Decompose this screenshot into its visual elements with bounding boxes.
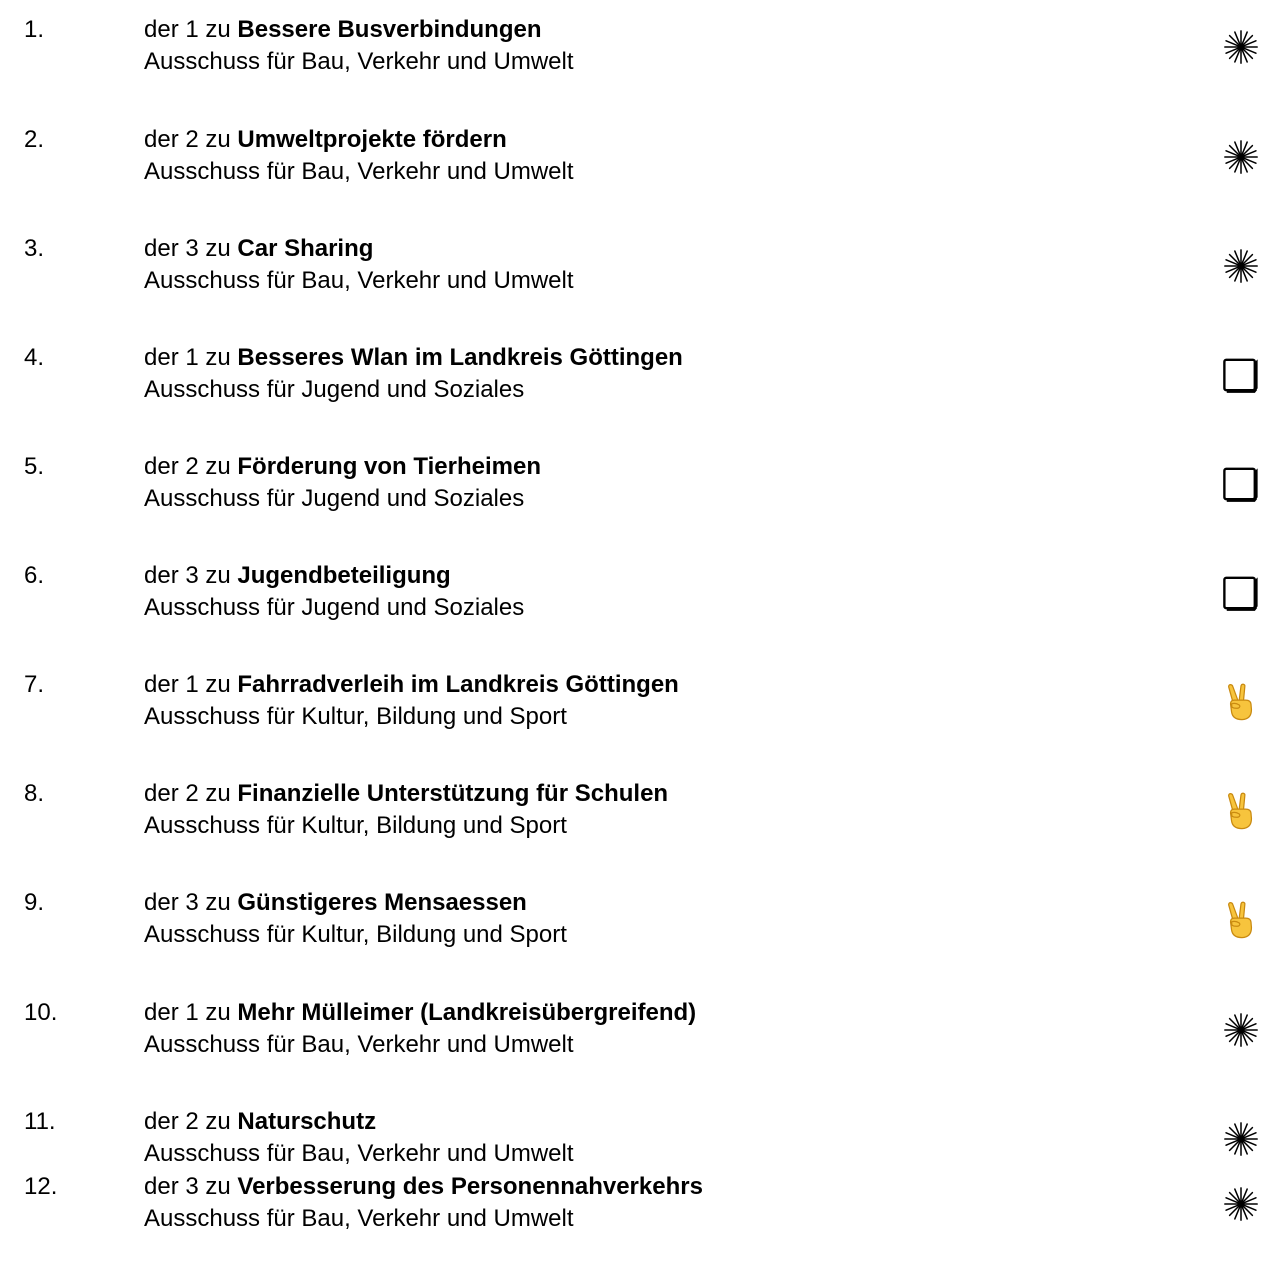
item-heading bbox=[144, 342, 683, 374]
item-title: Car Sharing bbox=[237, 235, 374, 262]
item-heading bbox=[144, 669, 679, 701]
item-prefix: der 2 zu bbox=[144, 453, 231, 480]
item-heading bbox=[144, 997, 696, 1029]
item-heading bbox=[144, 233, 373, 265]
victory-hand-icon bbox=[1222, 683, 1260, 721]
item-prefix: der 3 zu bbox=[144, 1173, 231, 1200]
item-heading bbox=[144, 778, 668, 810]
item-heading bbox=[144, 1106, 376, 1138]
item-title: Fahrradverleih im Landkreis Göttingen bbox=[237, 671, 679, 698]
item-committee: Ausschuss für Bau, Verkehr und Umwelt bbox=[144, 158, 574, 185]
item-committee: Ausschuss für Jugend und Soziales bbox=[144, 376, 525, 403]
item-committee: Ausschuss für Bau, Verkehr und Umwelt bbox=[144, 267, 574, 294]
shadowed-box-icon bbox=[1222, 574, 1260, 612]
item-heading bbox=[144, 14, 541, 46]
item-prefix: der 2 zu bbox=[144, 780, 231, 807]
item-title: Umweltprojekte fördern bbox=[237, 126, 507, 153]
item-title: Besseres Wlan im Landkreis Göttingen bbox=[237, 344, 683, 371]
asterisk-burst-icon bbox=[1222, 247, 1260, 285]
item-title: Naturschutz bbox=[237, 1108, 377, 1135]
item-committee: Ausschuss für Jugend und Soziales bbox=[144, 594, 525, 621]
item-title: Günstigeres Mensaessen bbox=[237, 889, 527, 916]
victory-hand-icon bbox=[1222, 901, 1260, 939]
item-number: 4. bbox=[24, 344, 45, 371]
item-prefix: der 1 zu bbox=[144, 16, 231, 43]
item-committee: Ausschuss für Bau, Verkehr und Umwelt bbox=[144, 1031, 574, 1058]
item-committee: Ausschuss für Bau, Verkehr und Umwelt bbox=[144, 1205, 574, 1232]
list-item bbox=[0, 778, 1275, 858]
list-item bbox=[0, 124, 1275, 204]
item-number: 1. bbox=[24, 16, 45, 43]
asterisk-burst-icon bbox=[1222, 1185, 1260, 1223]
item-committee: Ausschuss für Kultur, Bildung und Sport bbox=[144, 812, 567, 839]
item-number: 11. bbox=[24, 1108, 56, 1135]
item-number: 6. bbox=[24, 562, 45, 589]
item-prefix: der 1 zu bbox=[144, 671, 231, 698]
list-item bbox=[0, 14, 1275, 94]
item-prefix: der 1 zu bbox=[144, 344, 231, 371]
asterisk-burst-icon bbox=[1222, 28, 1260, 66]
asterisk-burst-icon bbox=[1222, 138, 1260, 176]
item-title: Verbesserung des Personennahverkehrs bbox=[237, 1173, 703, 1200]
list-item bbox=[0, 560, 1275, 640]
item-title: Jugendbeteiligung bbox=[237, 562, 451, 589]
item-title: Finanzielle Unterstützung für Schulen bbox=[237, 780, 669, 807]
item-heading bbox=[144, 1171, 703, 1203]
item-prefix: der 2 zu bbox=[144, 1108, 231, 1135]
list-item bbox=[0, 1171, 1275, 1251]
item-number: 5. bbox=[24, 453, 45, 480]
list-item bbox=[0, 997, 1275, 1077]
item-heading bbox=[144, 560, 451, 592]
item-prefix: der 3 zu bbox=[144, 889, 231, 916]
list-item bbox=[0, 451, 1275, 531]
item-number: 9. bbox=[24, 889, 45, 916]
item-number: 8. bbox=[24, 780, 45, 807]
item-title: Bessere Busverbindungen bbox=[237, 16, 542, 43]
item-number: 10. bbox=[24, 999, 58, 1026]
asterisk-burst-icon bbox=[1222, 1120, 1260, 1158]
item-committee: Ausschuss für Kultur, Bildung und Sport bbox=[144, 703, 567, 730]
item-committee: Ausschuss für Kultur, Bildung und Sport bbox=[144, 921, 567, 948]
item-number: 3. bbox=[24, 235, 45, 262]
list-item bbox=[0, 887, 1275, 967]
item-prefix: der 3 zu bbox=[144, 235, 231, 262]
item-prefix: der 2 zu bbox=[144, 126, 231, 153]
victory-hand-icon bbox=[1222, 792, 1260, 830]
shadowed-box-icon bbox=[1222, 465, 1260, 503]
item-number: 7. bbox=[24, 671, 45, 698]
list-item bbox=[0, 233, 1275, 313]
item-prefix: der 1 zu bbox=[144, 999, 231, 1026]
item-title: Mehr Mülleimer (Landkreisübergreifend) bbox=[237, 999, 697, 1026]
item-title: Förderung von Tierheimen bbox=[237, 453, 541, 480]
item-heading bbox=[144, 451, 541, 483]
item-prefix: der 3 zu bbox=[144, 562, 231, 589]
item-heading bbox=[144, 887, 527, 919]
item-committee: Ausschuss für Bau, Verkehr und Umwelt bbox=[144, 1140, 574, 1167]
shadowed-box-icon bbox=[1222, 356, 1260, 394]
list-item bbox=[0, 669, 1275, 749]
asterisk-burst-icon bbox=[1222, 1011, 1260, 1049]
item-number: 12. bbox=[24, 1173, 58, 1200]
item-number: 2. bbox=[24, 126, 45, 153]
item-heading bbox=[144, 124, 507, 156]
item-committee: Ausschuss für Jugend und Soziales bbox=[144, 485, 525, 512]
list-item bbox=[0, 342, 1275, 422]
item-committee: Ausschuss für Bau, Verkehr und Umwelt bbox=[144, 48, 574, 75]
